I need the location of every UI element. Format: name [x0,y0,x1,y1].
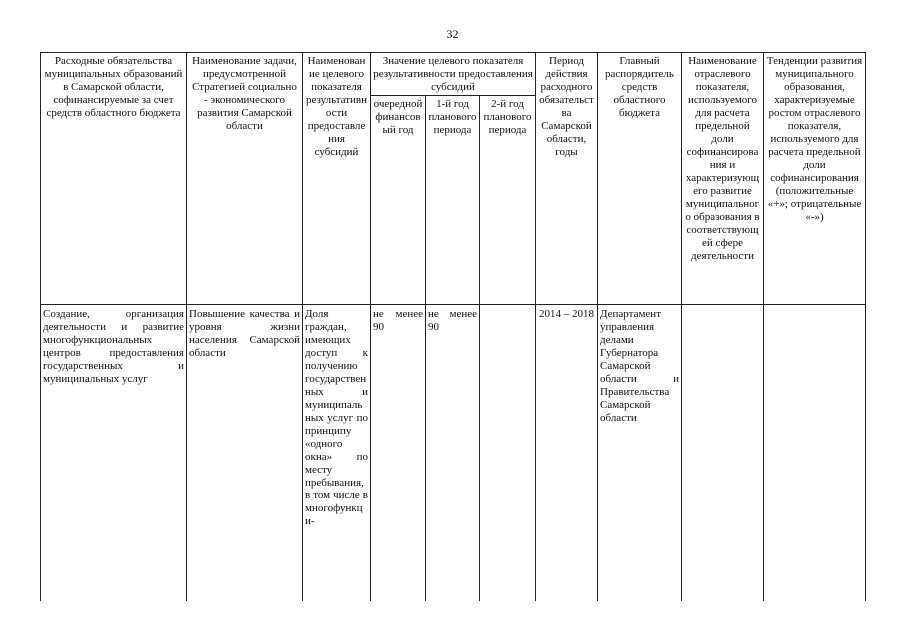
header-plan-year-1: 1-й год планового периода [426,95,480,304]
subsidy-table [40,52,866,601]
cell-task: Повышение качества и уровня жизни населения Самарской области [187,304,303,601]
cell-value-plan-2 [480,304,536,601]
header-current-year: очередной финансовый год [371,95,426,304]
header-target-value: Значение целевого показателя результативности предоставления субсидий [371,53,536,96]
cell-value-current: не менее 90 [371,304,426,601]
header-trend: Тенденции развития муниципального образования, характеризуемые ростом отраслевого показателя, используемого для расчета предельной доли софинансирования (положительные «+»; отрицательные «-») [764,53,866,305]
header-budget-manager: Главный распорядитель средств областного бюджета [598,53,682,305]
cell-indicator: Доля граждан, имеющих доступ к получению государственных и муниципальных услуг по принципу «одного окна» по месту пребывания, в том числе в многофункци- [303,304,371,601]
header-period: Период действия расходного обязательства Самарской области, годы [536,53,598,305]
header-sector-indicator: Наименование отраслевого показателя, используемого для расчета предельной доли софинансирования и характеризующего развитие муниципального образования в соответствующей сфере деятельности [682,53,764,305]
header-indicator: Наименование целевого показателя результативности предоставления субсидий [303,53,371,305]
cell-value-plan-1: не менее 90 [426,304,480,601]
table-row [41,304,866,601]
cell-trend [764,304,866,601]
page-number: 32 [446,27,459,41]
cell-budget-manager: Департамент управления делами Губернатора Самарской области и Правительства Самарской области [598,304,682,601]
cell-obligation: Создание, организация деятельности и развитие многофункциональных центров предоставления государственных и муниципальных услуг [41,304,187,601]
header-obligations: Расходные обязательства муниципальных образований в Самарской области, софинансируемые за счет средств областного бюджета [41,53,187,305]
cell-sector-indicator [682,304,764,601]
header-plan-year-2: 2-й год планового периода [480,95,536,304]
cell-period: 2014 – 2018 [536,304,598,601]
header-task: Наименование задачи, предусмотренной Стратегией социально - экономического развития Самарской области [187,53,303,305]
